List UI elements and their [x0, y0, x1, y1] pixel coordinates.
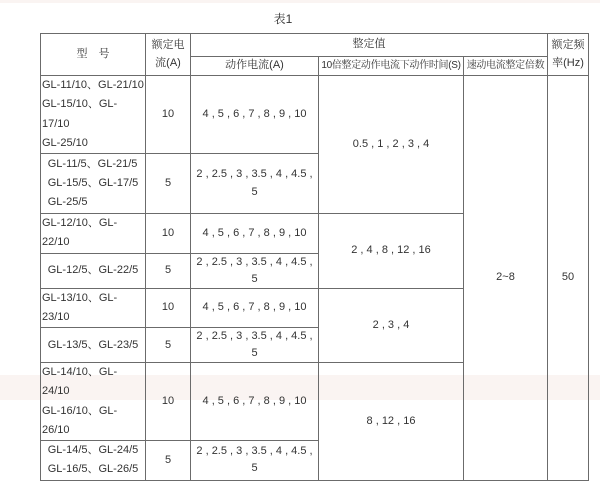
operating-time-cell: 8 , 12 , 16	[319, 363, 464, 481]
operating-current-cell: 4 , 5 , 6 , 7 , 8 , 9 , 10	[191, 363, 319, 441]
frequency-cell: 50	[548, 76, 589, 481]
header-rated-current-line2: 流(A)	[155, 56, 181, 69]
header-rated-frequency-line1: 额定频	[551, 39, 585, 52]
table-title: 表1	[273, 12, 293, 26]
spec-table	[40, 33, 589, 481]
operating-time-cell: 2 , 3 , 4	[319, 288, 464, 363]
quick-multiple-cell: 2~8	[464, 76, 548, 481]
model-line: GL-12/5、GL-22/5	[47, 263, 139, 276]
table-row	[41, 76, 589, 154]
header-model: 型 号	[41, 34, 146, 76]
rated-current-cell: 5	[146, 441, 191, 481]
header-rated-current-line1: 额定电	[151, 39, 185, 52]
header-rated-current	[146, 34, 191, 76]
model-line: GL-15/5、GL-17/5	[47, 176, 139, 189]
operating-current-cell: 4 , 5 , 6 , 7 , 8 , 9 , 10	[191, 76, 319, 154]
operating-current-cell: 2 , 2.5 , 3 , 3.5 , 4 , 4.5 , 5	[191, 154, 319, 214]
model-line: GL-14/5、GL-24/5	[47, 444, 139, 457]
model-line: GL-25/10	[42, 136, 88, 149]
model-line: GL-11/5、GL-21/5	[47, 157, 138, 170]
model-line: GL-11/10、GL-21/10	[42, 79, 144, 91]
model-line: GL-13/10、GL-23/10	[42, 291, 118, 323]
rated-current-cell: 10	[146, 214, 191, 254]
model-line: GL-15/10、GL-17/10	[42, 98, 118, 130]
model-line: GL-13/5、GL-23/5	[47, 338, 139, 351]
rated-current-cell: 5	[146, 253, 191, 288]
operating-time-cell: 0.5 , 1 , 2 , 3 , 4	[319, 76, 464, 214]
model-cell	[41, 363, 146, 441]
rated-current-cell: 5	[146, 154, 191, 214]
model-cell	[41, 288, 146, 328]
model-cell	[41, 76, 146, 154]
operating-current-cell: 4 , 5 , 6 , 7 , 8 , 9 , 10	[191, 214, 319, 254]
rated-current-cell: 10	[146, 288, 191, 328]
header-operating-time: 10倍整定动作电流下动作时间(S)	[319, 57, 464, 76]
rated-current-cell: 10	[146, 76, 191, 154]
operating-time-cell: 2 , 4 , 8 , 12 , 16	[319, 214, 464, 289]
rated-current-cell: 10	[146, 363, 191, 441]
rated-current-cell: 5	[146, 328, 191, 363]
model-line: GL-14/10、GL-24/10	[42, 366, 118, 398]
model-line: GL-16/10、GL-26/10	[42, 404, 118, 436]
model-cell	[41, 214, 146, 254]
operating-current-cell: 4 , 5 , 6 , 7 , 8 , 9 , 10	[191, 288, 319, 328]
header-row-1	[41, 34, 589, 57]
header-quick-current-multiple: 速动电流整定倍数	[464, 57, 548, 76]
page-top-band	[0, 0, 600, 3]
header-rated-frequency	[548, 34, 589, 76]
model-cell	[41, 154, 146, 214]
header-operating-current: 动作电流(A)	[191, 57, 319, 76]
model-cell	[41, 253, 146, 288]
header-setting-value: 整定值	[191, 34, 548, 57]
model-cell	[41, 328, 146, 363]
model-cell	[41, 441, 146, 481]
operating-current-cell: 2 , 2.5 , 3 , 3.5 , 4 , 4.5 , 5	[191, 441, 319, 481]
model-line: GL-25/5	[47, 196, 88, 209]
model-line: GL-16/5、GL-26/5	[47, 463, 139, 476]
header-rated-frequency-line2: 率(Hz)	[552, 56, 584, 69]
operating-current-cell: 2 , 2.5 , 3 , 3.5 , 4 , 4.5 , 5	[191, 328, 319, 363]
model-line: GL-12/10、GL-22/10	[42, 217, 118, 249]
operating-current-cell: 2 , 2.5 , 3 , 3.5 , 4 , 4.5 , 5	[191, 253, 319, 288]
